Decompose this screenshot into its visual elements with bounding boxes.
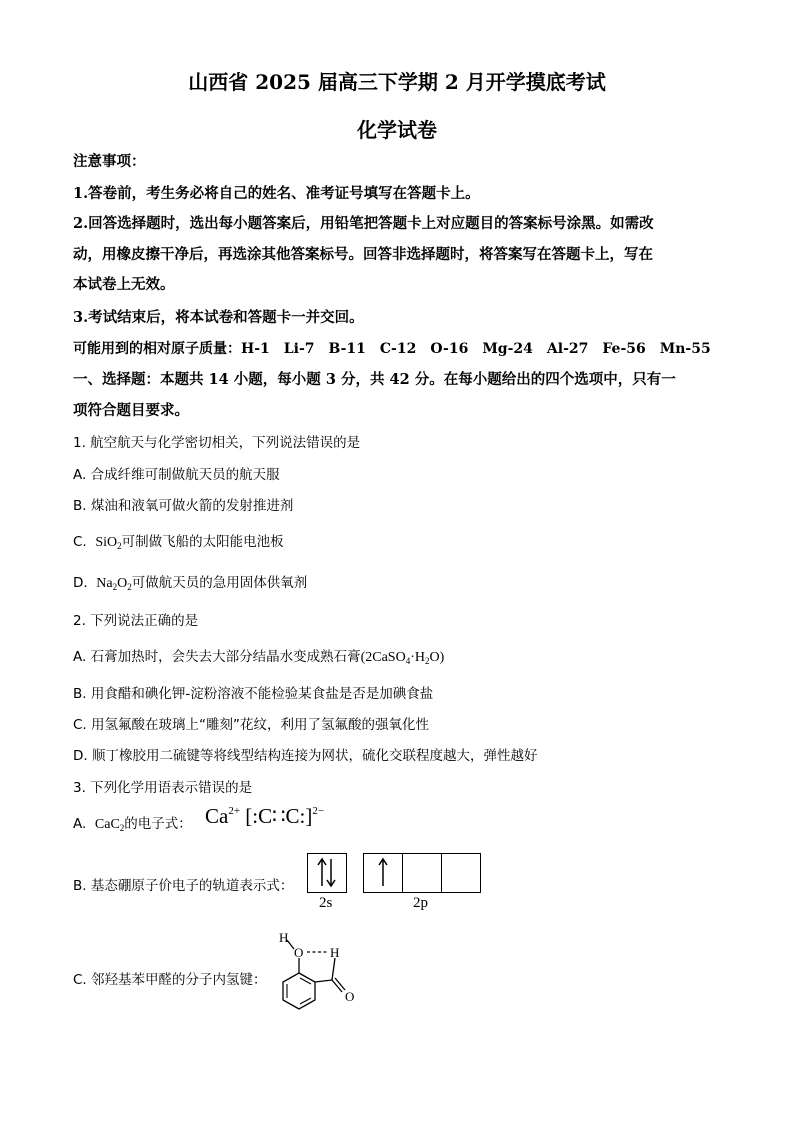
q3-electron-formula: $Ca^{2+}$ [:C∷C:]$^{2-}$ [205,804,325,828]
salicylaldehyde-structure [272,928,372,1023]
q3-option-c: C. 邻羟基苯甲醛的分子内氢键： [73,972,267,988]
paired-spin-arrows-icon [308,854,345,891]
orbital-box-2p-3 [441,853,481,893]
atomic-masses: 可能用到的相对原子质量：H-1 Li-7 B-11 C-12 O-16 Mg-24 Al-27 Fe-56 Mn-55 [73,341,711,357]
q2-option-d: D. 顺丁橡胶用二硫键等将线型结构连接为网状，硫化交联程度越大，弹性越好 [73,748,538,764]
atom-label-h-aldehyde: H [330,945,340,960]
section-heading-line-1: 一、选择题：本题共 14 小题，每小题 3 分，共 42 分。在每小题给出的四个选项中，只有一 [73,371,676,388]
q1-option-c: C. SiO$_2$可制做飞船的太阳能电池板 [73,534,284,551]
q3-stem: 3. 下列化学用语表示错误的是 [73,780,253,796]
orbital-label-2s: 2s [319,895,333,911]
notice-item-3: 3.考试结束后，将本试卷和答题卡一并交回。 [73,309,364,326]
q2-option-a: A. 石膏加热时，会失去大部分结晶水变成熟石膏$(2CaSO_4\cdot H_2O)$ [73,649,445,666]
section-heading-line-2: 项符合题目要求。 [73,402,189,419]
q1-stem: 1. 航空航天与化学密切相关，下列说法错误的是 [73,435,361,451]
q3-option-b: B. 基态硼原子价电子的轨道表示式： [73,878,294,894]
atom-label-h-hydroxyl: H [279,930,289,945]
q2-option-c: C. 用氢氟酸在玻璃上“雕刻”花纹，利用了氢氟酸的强氧化性 [73,717,429,733]
q2-stem: 2. 下列说法正确的是 [73,613,199,629]
q1-option-a: A. 合成纤维可制做航天员的航天服 [73,467,280,483]
q1-option-d: D. $Na_2O_2$可做航天员的急用固体供氧剂 [73,575,308,592]
orbital-box-2p-2 [402,853,442,893]
orbital-box-2s [307,853,347,893]
atom-label-o-hydroxyl: O [294,945,304,960]
exam-title: 山西省 2025 届高三下学期 2 月开学摸底考试 [188,70,606,94]
q1-option-b: B. 煤油和液氧可做火箭的发射推进剂 [73,498,294,514]
notice-heading: 注意事项： [73,153,146,170]
orbital-box-2p-1 [363,853,403,893]
notice-item-2-line-1: 2.回答选择题时，选出每小题答案后，用铅笔把答题卡上对应题目的答案标号涂黑。如需改 [73,215,654,232]
notice-item-2-line-2: 动，用橡皮擦干净后，再选涂其他答案标号。回答非选择题时，将答案写在答题卡上，写在 [73,246,653,263]
orbital-label-2p: 2p [413,895,428,911]
q2-option-b: B. 用食醋和碘化钾-淀粉溶液不能检验某食盐是否是加碘食盐 [73,686,434,702]
atom-label-o-carbonyl: O [345,989,355,1004]
exam-subtitle: 化学试卷 [357,118,437,142]
notice-item-1: 1.答卷前，考生务必将自己的姓名、准考证号填写在答题卡上。 [73,185,480,202]
spin-up-arrow-icon [364,854,401,891]
q3-option-a: A. CaC$_2$的电子式： [73,816,192,833]
notice-item-2-line-3: 本试卷上无效。 [73,276,175,293]
